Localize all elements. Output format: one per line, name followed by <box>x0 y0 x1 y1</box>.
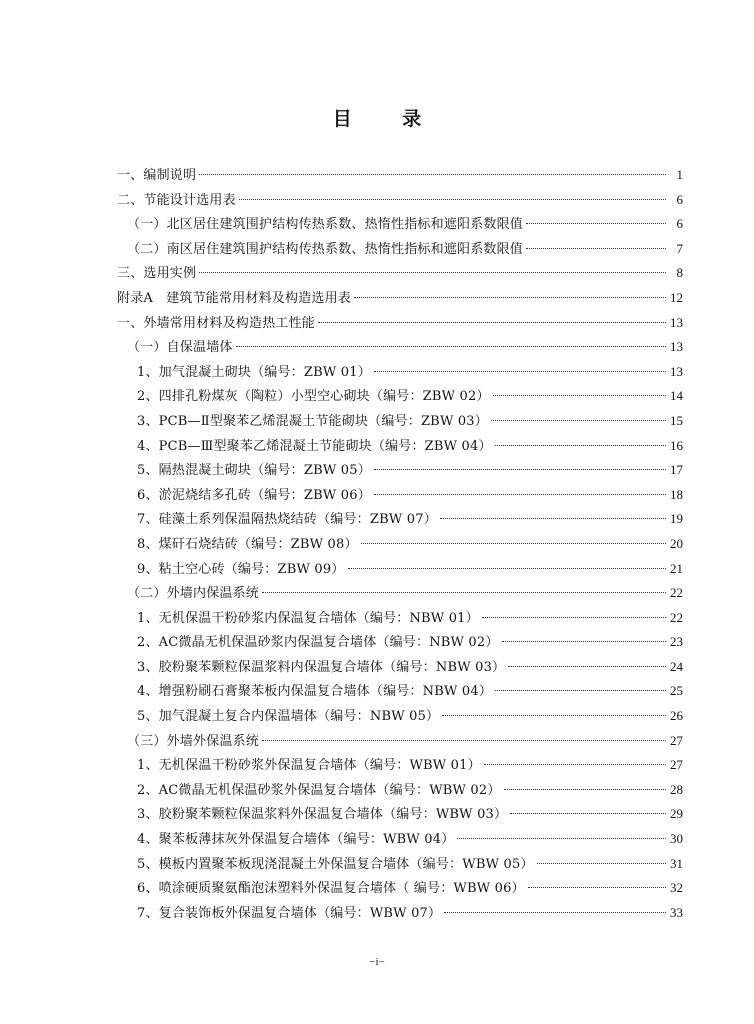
toc-entry[interactable] <box>117 384 683 409</box>
toc-entry[interactable] <box>117 335 683 360</box>
toc-entry[interactable] <box>117 655 683 680</box>
dot-leader <box>374 371 666 372</box>
toc-entry[interactable] <box>117 679 683 704</box>
toc-entry-page-number: 31 <box>670 855 683 871</box>
toc-entry-page-number: 24 <box>670 658 683 674</box>
toc-entry[interactable] <box>117 827 683 852</box>
toc-entry[interactable] <box>117 163 683 188</box>
dot-leader <box>374 469 666 470</box>
toc-entry-label: 4、聚苯板薄抹灰外保温复合墙体（编号：WBW 04） <box>137 832 455 848</box>
dot-leader <box>361 543 666 544</box>
dot-leader <box>484 764 666 765</box>
toc-entry-label: 4、PCB—Ⅲ型聚苯乙烯混凝土节能砌块（编号：ZBW 04） <box>137 438 492 454</box>
toc-entry[interactable] <box>117 261 683 286</box>
toc-entry-page-number: 14 <box>670 388 683 404</box>
toc-entry-page-number: 12 <box>670 289 683 305</box>
toc-entry-page-number: 8 <box>676 265 683 281</box>
dot-leader <box>199 272 666 273</box>
toc-entry[interactable] <box>117 311 683 336</box>
toc-entry[interactable] <box>117 704 683 729</box>
toc-entry-label: （一）北区居住建筑围护结构传热系数、热惰性指标和遮阳系数限值 <box>127 217 524 233</box>
toc-entry-page-number: 22 <box>670 585 683 601</box>
toc-entry-page-number: 20 <box>670 535 683 551</box>
dot-leader <box>510 813 666 814</box>
toc-entry[interactable] <box>117 802 683 827</box>
toc-entry[interactable] <box>117 507 683 532</box>
dot-leader <box>528 887 666 888</box>
toc-entry-page-number: 26 <box>670 708 683 724</box>
toc-entry-page-number: 7 <box>676 240 683 256</box>
toc-entry-label: 1、无机保温干粉砂浆内保温复合墙体（编号：NBW 01） <box>137 610 479 626</box>
toc-entry-page-number: 19 <box>670 511 683 527</box>
toc-entry-page-number: 30 <box>670 831 683 847</box>
toc-entry[interactable] <box>117 778 683 803</box>
toc-entry-label: 6、喷涂硬质聚氨酯泡沫塑料外保温复合墙体（ 编号：WBW 06） <box>137 881 525 897</box>
dot-leader <box>482 617 666 618</box>
toc-entry-page-number: 29 <box>670 806 683 822</box>
toc-entry[interactable] <box>117 409 683 434</box>
dot-leader <box>502 641 666 642</box>
toc-entry-page-number: 15 <box>670 412 683 428</box>
toc-entry-label: 一、编制说明 <box>117 168 197 183</box>
toc-entry-label: 6、淤泥烧结多孔砖（编号：ZBW 06） <box>137 487 371 503</box>
dot-leader <box>442 715 666 716</box>
page-number-footer: −i− <box>369 956 385 968</box>
toc-entry[interactable] <box>117 753 683 778</box>
toc-entry[interactable] <box>117 237 683 262</box>
dot-leader <box>508 666 666 667</box>
toc-entry[interactable] <box>117 852 683 877</box>
toc-entry-page-number: 28 <box>670 781 683 797</box>
toc-entry-page-number: 27 <box>670 757 683 773</box>
toc-entry-label: （三）外墙外保温系统 <box>127 733 260 749</box>
dot-leader <box>318 322 666 323</box>
toc-entry-label: 4、增强粉刷石膏聚苯板内保温复合墙体（编号：NBW 04） <box>137 684 493 700</box>
toc-entry-label: 5、模板内置聚苯板现浇混凝土外保温复合墙体（编号：WBW 05） <box>137 856 534 872</box>
toc-entry-label: 一、外墙常用材料及构造热工性能 <box>117 315 316 331</box>
toc-entry-label: 2、四排孔粉煤灰（陶粒）小型空心砌块（编号：ZBW 02） <box>137 389 490 405</box>
toc-entry-label: 9、粘土空心砖（编号：ZBW 09） <box>137 561 345 577</box>
toc-entry[interactable] <box>117 532 683 557</box>
dot-leader <box>526 223 666 224</box>
dot-leader <box>199 174 666 175</box>
dot-leader <box>537 863 666 864</box>
toc-entry[interactable] <box>117 483 683 508</box>
toc-entry[interactable] <box>117 581 683 606</box>
toc-entry-label: 5、隔热混凝土砌块（编号：ZBW 05） <box>137 463 371 479</box>
toc-entry-label: 三、选用实例 <box>117 266 197 282</box>
dot-leader <box>495 690 666 691</box>
dot-leader <box>495 445 666 446</box>
toc-entry-label: 7、复合装饰板外保温复合墙体（编号：WBW 07） <box>137 905 442 921</box>
dot-leader <box>348 568 667 569</box>
toc-entry[interactable] <box>117 901 683 926</box>
toc-entry-label: 8、煤矸石烧结砖（编号：ZBW 08） <box>137 536 358 552</box>
toc-entry-label: 5、加气混凝土复合内保温墙体（编号：NBW 05） <box>137 709 440 725</box>
toc-entry-page-number: 13 <box>670 314 683 330</box>
toc-entry-label: 1、无机保温干粉砂浆外保温复合墙体（编号：WBW 01） <box>137 758 481 774</box>
dot-leader <box>262 592 666 593</box>
toc-entry-label: 3、胶粉聚苯颗粒保温浆料内保温复合墙体（编号：NBW 03） <box>137 659 506 675</box>
dot-leader <box>457 838 666 839</box>
dot-leader <box>491 420 666 421</box>
dot-leader <box>374 494 666 495</box>
toc-entry-label: 2、AC微晶无机保温砂浆外保温复合墙体（编号：WBW 02） <box>137 782 501 798</box>
toc-entry-label: 二、节能设计选用表 <box>117 192 236 208</box>
dot-leader <box>493 395 666 396</box>
table-of-contents <box>117 163 683 925</box>
toc-entry[interactable] <box>117 212 683 237</box>
toc-entry-page-number: 25 <box>670 683 683 699</box>
toc-entry[interactable] <box>117 630 683 655</box>
dot-leader <box>236 346 666 347</box>
toc-entry-page-number: 13 <box>670 339 683 355</box>
dot-leader <box>440 518 666 519</box>
toc-entry-label: 7、硅藻土系列保温隔热烧结砖（编号：ZBW 07） <box>137 512 437 528</box>
toc-entry-page-number: 27 <box>670 732 683 748</box>
toc-entry[interactable] <box>117 434 683 459</box>
dot-leader <box>526 248 666 249</box>
toc-entry-label: 3、胶粉聚苯颗粒保温浆料外保温复合墙体（编号：WBW 03） <box>137 807 508 823</box>
dot-leader <box>239 199 666 200</box>
toc-entry-page-number: 22 <box>670 609 683 625</box>
toc-entry-page-number: 13 <box>670 363 683 379</box>
toc-entry[interactable] <box>117 458 683 483</box>
dot-leader <box>354 297 666 298</box>
toc-entry-page-number: 16 <box>670 437 683 453</box>
toc-entry[interactable] <box>117 188 683 213</box>
toc-entry-page-number: 1 <box>676 167 683 182</box>
toc-entry-label: （二）南区居住建筑围护结构传热系数、热惰性指标和遮阳系数限值 <box>127 241 524 257</box>
toc-entry-page-number: 23 <box>670 634 683 650</box>
toc-entry-label: 附录A 建筑节能常用材料及构造选用表 <box>117 290 351 306</box>
toc-entry-page-number: 18 <box>670 486 683 502</box>
page-title: 目 录 <box>332 108 444 130</box>
toc-entry[interactable] <box>117 360 683 385</box>
toc-entry-label: （一）自保温墙体 <box>127 340 233 356</box>
toc-entry-page-number: 6 <box>676 191 683 207</box>
toc-entry-page-number: 6 <box>676 216 683 232</box>
toc-entry-label: 3、PCB—Ⅱ型聚苯乙烯混凝土节能砌块（编号：ZBW 03） <box>137 413 488 429</box>
toc-entry-page-number: 17 <box>670 462 683 478</box>
dot-leader <box>444 912 666 913</box>
toc-entry[interactable] <box>117 729 683 754</box>
toc-entry-label: 2、AC微晶无机保温砂浆内保温复合墙体（编号：NBW 02） <box>137 635 499 651</box>
toc-entry-page-number: 33 <box>670 904 683 920</box>
toc-entry[interactable] <box>117 606 683 631</box>
toc-entry[interactable] <box>117 286 683 311</box>
toc-entry[interactable] <box>117 876 683 901</box>
toc-entry-label: （二）外墙内保温系统 <box>127 586 260 602</box>
dot-leader <box>262 740 666 741</box>
toc-entry[interactable] <box>117 557 683 582</box>
dot-leader <box>504 789 666 790</box>
toc-entry-label: 1、加气混凝土砌块（编号：ZBW 01） <box>137 364 371 380</box>
toc-entry-page-number: 21 <box>670 560 683 576</box>
toc-entry-page-number: 32 <box>670 880 683 896</box>
